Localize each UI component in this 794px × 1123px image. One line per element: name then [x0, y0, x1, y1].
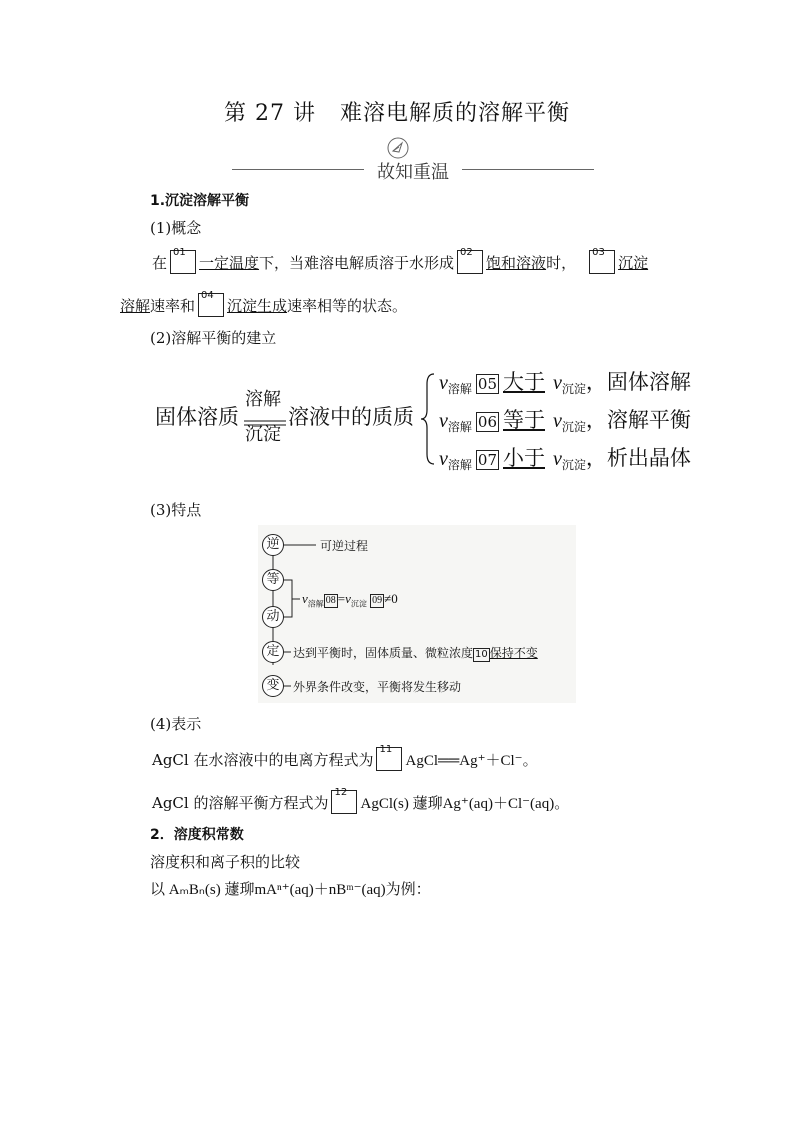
answer-box-08: 08: [325, 595, 336, 606]
concept-label: (1)概念: [150, 219, 202, 237]
v-symbol: v: [439, 410, 448, 432]
section-2-example: 以 AₘBₙ(s) 蘧珋mAⁿ⁺(aq)＋nBᵐ⁻(aq)为例：: [150, 882, 431, 898]
node-equal: 等: [262, 569, 284, 591]
sub-dissolve: 溶解: [447, 458, 472, 473]
answer-box-04: [198, 290, 224, 317]
section-banner: [232, 158, 594, 183]
answer-num-01: 01: [173, 247, 186, 258]
text-at-equilibrium: 达到平衡时，固体质量、微粒浓度: [293, 646, 474, 660]
answer-box: 06: [477, 413, 497, 431]
concept-line-1: [152, 247, 649, 274]
arrow-dissolve-label: 溶解: [245, 389, 281, 410]
answer-01: 一定温度: [199, 254, 260, 272]
answer-box-11: [376, 744, 402, 771]
solid-solute: 固体溶质: [155, 405, 239, 429]
establish-label: (2)溶解平衡的建立: [150, 329, 277, 347]
v-symbol: v: [553, 372, 562, 394]
answer-03-part2: 溶解: [120, 297, 151, 315]
dissolution-line: [152, 787, 570, 814]
dissolution-equation: AgCl(s) 蘧珋Ag⁺(aq)＋Cl⁻(aq)。: [360, 796, 570, 812]
node-fixed: 定: [262, 641, 284, 663]
text-fixed: [293, 644, 538, 662]
solute-in-solution: 溶液中的质质: [288, 405, 414, 429]
arrow-precip-label: 沉淀: [245, 424, 281, 445]
sub-precip: 沉淀: [561, 458, 586, 473]
establish-row: [439, 366, 691, 397]
v-symbol: v: [439, 448, 448, 470]
text-rate-and: 速率和: [150, 297, 196, 315]
answer-box-03: [589, 247, 615, 274]
answer-box-09: 09: [372, 595, 383, 606]
sub-dissolve: 溶解: [447, 420, 472, 435]
answer-02: 饱和溶液: [486, 254, 547, 272]
reversible-arrow: [244, 411, 286, 417]
answer-04: 沉淀生成: [227, 297, 288, 315]
lecture-number: 第 27 讲: [224, 101, 316, 126]
text-at: 在: [152, 254, 168, 272]
v-symbol: v: [439, 372, 448, 394]
node-dynamic: 动: [262, 606, 284, 628]
sub-precip: 沉淀: [561, 382, 586, 397]
banner-label: 故知重温: [377, 162, 449, 183]
ionization-equation: AgCl══Ag⁺＋Cl⁻。: [405, 753, 538, 769]
text-reversible-process: 可逆过程: [320, 539, 369, 553]
answer-box-02: [457, 247, 483, 274]
answer-03-part1: 沉淀: [618, 254, 649, 272]
answer-num-04: 04: [201, 290, 214, 301]
text-when: 时，: [546, 254, 577, 272]
answer-num-02: 02: [460, 247, 473, 258]
sub-dissolve: 溶解: [447, 382, 472, 397]
ionization-line: [152, 744, 538, 771]
concept-line-2: [120, 290, 408, 317]
answer-box: 05: [477, 375, 497, 393]
sub-dissolve: 溶解: [307, 599, 324, 609]
node-reversible: 逆: [262, 534, 284, 556]
answer-num-12: 12: [334, 787, 348, 798]
result: ，溶解平衡: [585, 408, 691, 432]
dissolution-text: AgCl 的溶解平衡方程式为: [152, 794, 329, 812]
establish-row: [439, 442, 691, 473]
compass-icon: [386, 136, 410, 160]
sub-precip: 沉淀: [350, 599, 367, 609]
section-1-heading: 1.沉淀溶解平衡: [150, 193, 250, 209]
answer-box-10: 10: [475, 649, 488, 660]
answer-num-11: 11: [379, 744, 393, 755]
answer-10: 保持不变: [489, 646, 538, 660]
sub-precip: 沉淀: [561, 420, 586, 435]
v-symbol: v: [302, 591, 308, 606]
answer: 等于: [503, 408, 545, 432]
curly-brace: [420, 372, 436, 466]
v-symbol: v: [553, 448, 562, 470]
features-diagram: [258, 525, 576, 703]
node-change: 变: [262, 675, 284, 697]
text-end: 速率相等的状态。: [287, 297, 408, 315]
banner-rule-right: [462, 169, 594, 170]
features-label: (3)特点: [150, 501, 202, 519]
representation-label: (4)表示: [150, 715, 202, 733]
rate-equality: [302, 591, 398, 610]
answer-box: 07: [477, 451, 497, 469]
equals-sign: =: [337, 591, 346, 606]
result: ，固体溶解: [585, 370, 691, 394]
page-title: [0, 96, 794, 127]
v-symbol: v: [553, 410, 562, 432]
establish-row: [439, 404, 691, 435]
banner-rule-left: [232, 169, 364, 170]
ionization-text: AgCl 在水溶液中的电离方程式为: [152, 751, 374, 769]
text-mid-1: 下，当难溶电解质溶于水形成: [259, 254, 455, 272]
answer-box-01: [170, 247, 196, 274]
answer-box-12: [331, 787, 357, 814]
section-2-heading: 2．溶度积常数: [150, 827, 244, 843]
result: ，析出晶体: [585, 446, 691, 470]
section-2-subheading: 溶度积和离子积的比较: [150, 853, 301, 871]
lecture-topic: 难溶电解质的溶解平衡: [339, 101, 570, 126]
text-change: 外界条件改变，平衡将发生移动: [293, 680, 462, 694]
answer: 小于: [503, 446, 545, 470]
answer-num-03: 03: [592, 247, 605, 258]
not-equal-zero: ≠0: [384, 591, 398, 606]
answer: 大于: [503, 370, 545, 394]
v-symbol: v: [345, 591, 351, 606]
